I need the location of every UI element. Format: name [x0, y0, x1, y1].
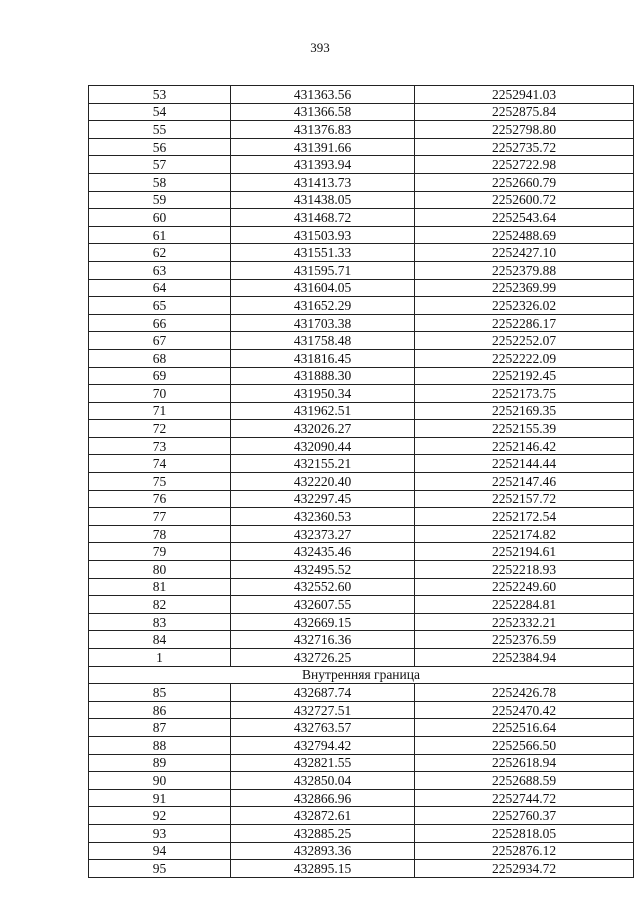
y-coordinate-cell: 2252174.82	[415, 525, 634, 543]
table-row	[89, 349, 634, 367]
table-row	[89, 824, 634, 842]
table-row	[89, 649, 634, 667]
table-row	[89, 754, 634, 772]
table-row	[89, 156, 634, 174]
point-number-cell: 64	[89, 279, 231, 297]
x-coordinate-cell: 431503.93	[231, 226, 415, 244]
point-number-cell: 59	[89, 191, 231, 209]
point-number-cell: 66	[89, 314, 231, 332]
y-coordinate-cell: 2252744.72	[415, 789, 634, 807]
table-row	[89, 842, 634, 860]
x-coordinate-cell: 432360.53	[231, 508, 415, 526]
x-coordinate-cell: 431438.05	[231, 191, 415, 209]
table-row	[89, 613, 634, 631]
point-number-cell: 78	[89, 525, 231, 543]
y-coordinate-cell: 2252798.80	[415, 121, 634, 139]
table-row	[89, 525, 634, 543]
x-coordinate-cell: 431816.45	[231, 349, 415, 367]
point-number-cell: 87	[89, 719, 231, 737]
table-row	[89, 297, 634, 315]
table-row	[89, 631, 634, 649]
page-number: 393	[310, 40, 330, 55]
y-coordinate-cell: 2252735.72	[415, 138, 634, 156]
table-row	[89, 561, 634, 579]
x-coordinate-cell: 432373.27	[231, 525, 415, 543]
x-coordinate-cell: 432607.55	[231, 596, 415, 614]
table-row	[89, 314, 634, 332]
x-coordinate-cell: 431393.94	[231, 156, 415, 174]
x-coordinate-cell: 432495.52	[231, 561, 415, 579]
y-coordinate-cell: 2252173.75	[415, 385, 634, 403]
table-row	[89, 684, 634, 702]
y-coordinate-cell: 2252876.12	[415, 842, 634, 860]
y-coordinate-cell: 2252286.17	[415, 314, 634, 332]
x-coordinate-cell: 432669.15	[231, 613, 415, 631]
point-number-cell: 57	[89, 156, 231, 174]
y-coordinate-cell: 2252760.37	[415, 807, 634, 825]
y-coordinate-cell: 2252818.05	[415, 824, 634, 842]
x-coordinate-cell: 431962.51	[231, 402, 415, 420]
table-row	[89, 191, 634, 209]
point-number-cell: 1	[89, 649, 231, 667]
y-coordinate-cell: 2252222.09	[415, 349, 634, 367]
x-coordinate-cell: 432727.51	[231, 701, 415, 719]
point-number-cell: 94	[89, 842, 231, 860]
table-row	[89, 226, 634, 244]
y-coordinate-cell: 2252722.98	[415, 156, 634, 174]
y-coordinate-cell: 2252941.03	[415, 86, 634, 104]
point-number-cell: 69	[89, 367, 231, 385]
point-number-cell: 58	[89, 173, 231, 191]
x-coordinate-cell: 431652.29	[231, 297, 415, 315]
table-row	[89, 209, 634, 227]
x-coordinate-cell: 432872.61	[231, 807, 415, 825]
point-number-cell: 85	[89, 684, 231, 702]
x-coordinate-cell: 432821.55	[231, 754, 415, 772]
point-number-cell: 75	[89, 473, 231, 491]
table-row	[89, 385, 634, 403]
table-row	[89, 701, 634, 719]
x-coordinate-cell: 431950.34	[231, 385, 415, 403]
y-coordinate-cell: 2252934.72	[415, 860, 634, 878]
table-row	[89, 596, 634, 614]
x-coordinate-cell: 431595.71	[231, 261, 415, 279]
point-number-cell: 67	[89, 332, 231, 350]
y-coordinate-cell: 2252379.88	[415, 261, 634, 279]
point-number-cell: 80	[89, 561, 231, 579]
y-coordinate-cell: 2252326.02	[415, 297, 634, 315]
point-number-cell: 89	[89, 754, 231, 772]
point-number-cell: 92	[89, 807, 231, 825]
table-row	[89, 508, 634, 526]
y-coordinate-cell: 2252427.10	[415, 244, 634, 262]
y-coordinate-cell: 2252516.64	[415, 719, 634, 737]
point-number-cell: 55	[89, 121, 231, 139]
point-number-cell: 54	[89, 103, 231, 121]
x-coordinate-cell: 431363.56	[231, 86, 415, 104]
x-coordinate-cell: 432794.42	[231, 736, 415, 754]
x-coordinate-cell: 431604.05	[231, 279, 415, 297]
table-row	[89, 490, 634, 508]
x-coordinate-cell: 432716.36	[231, 631, 415, 649]
x-coordinate-cell: 432726.25	[231, 649, 415, 667]
y-coordinate-cell: 2252566.50	[415, 736, 634, 754]
table-row	[89, 367, 634, 385]
point-number-cell: 88	[89, 736, 231, 754]
section-label: Внутренняя граница	[89, 666, 634, 684]
y-coordinate-cell: 2252284.81	[415, 596, 634, 614]
table-row	[89, 420, 634, 438]
x-coordinate-cell: 431468.72	[231, 209, 415, 227]
table-row	[89, 244, 634, 262]
point-number-cell: 79	[89, 543, 231, 561]
point-number-cell: 62	[89, 244, 231, 262]
y-coordinate-cell: 2252875.84	[415, 103, 634, 121]
point-number-cell: 72	[89, 420, 231, 438]
point-number-cell: 53	[89, 86, 231, 104]
point-number-cell: 86	[89, 701, 231, 719]
y-coordinate-cell: 2252249.60	[415, 578, 634, 596]
y-coordinate-cell: 2252688.59	[415, 772, 634, 790]
x-coordinate-cell: 432435.46	[231, 543, 415, 561]
x-coordinate-cell: 432850.04	[231, 772, 415, 790]
y-coordinate-cell: 2252369.99	[415, 279, 634, 297]
table-row	[89, 772, 634, 790]
x-coordinate-cell: 431888.30	[231, 367, 415, 385]
table-row	[89, 860, 634, 878]
x-coordinate-cell: 431703.38	[231, 314, 415, 332]
x-coordinate-cell: 432026.27	[231, 420, 415, 438]
x-coordinate-cell: 432297.45	[231, 490, 415, 508]
point-number-cell: 60	[89, 209, 231, 227]
table-row	[89, 332, 634, 350]
table-row	[89, 402, 634, 420]
table-row	[89, 807, 634, 825]
y-coordinate-cell: 2252470.42	[415, 701, 634, 719]
table-row	[89, 578, 634, 596]
table-row	[89, 121, 634, 139]
point-number-cell: 81	[89, 578, 231, 596]
y-coordinate-cell: 2252618.94	[415, 754, 634, 772]
table-row	[89, 103, 634, 121]
y-coordinate-cell: 2252543.64	[415, 209, 634, 227]
x-coordinate-cell: 431758.48	[231, 332, 415, 350]
section-row	[89, 666, 634, 684]
y-coordinate-cell: 2252155.39	[415, 420, 634, 438]
y-coordinate-cell: 2252147.46	[415, 473, 634, 491]
point-number-cell: 77	[89, 508, 231, 526]
point-number-cell: 68	[89, 349, 231, 367]
y-coordinate-cell: 2252172.54	[415, 508, 634, 526]
point-number-cell: 71	[89, 402, 231, 420]
x-coordinate-cell: 432687.74	[231, 684, 415, 702]
coordinates-table	[88, 85, 634, 878]
table-row	[89, 455, 634, 473]
x-coordinate-cell: 431391.66	[231, 138, 415, 156]
y-coordinate-cell: 2252332.21	[415, 613, 634, 631]
y-coordinate-cell: 2252169.35	[415, 402, 634, 420]
point-number-cell: 93	[89, 824, 231, 842]
y-coordinate-cell: 2252192.45	[415, 367, 634, 385]
x-coordinate-cell: 432090.44	[231, 437, 415, 455]
table-row	[89, 138, 634, 156]
point-number-cell: 56	[89, 138, 231, 156]
y-coordinate-cell: 2252488.69	[415, 226, 634, 244]
point-number-cell: 73	[89, 437, 231, 455]
table-row	[89, 719, 634, 737]
point-number-cell: 83	[89, 613, 231, 631]
point-number-cell: 61	[89, 226, 231, 244]
table-row	[89, 473, 634, 491]
y-coordinate-cell: 2252252.07	[415, 332, 634, 350]
y-coordinate-cell: 2252376.59	[415, 631, 634, 649]
table-row	[89, 736, 634, 754]
y-coordinate-cell: 2252384.94	[415, 649, 634, 667]
x-coordinate-cell: 431551.33	[231, 244, 415, 262]
x-coordinate-cell: 432885.25	[231, 824, 415, 842]
table-row	[89, 437, 634, 455]
table-row	[89, 261, 634, 279]
x-coordinate-cell: 432763.57	[231, 719, 415, 737]
table-row	[89, 279, 634, 297]
point-number-cell: 90	[89, 772, 231, 790]
y-coordinate-cell: 2252660.79	[415, 173, 634, 191]
point-number-cell: 76	[89, 490, 231, 508]
y-coordinate-cell: 2252146.42	[415, 437, 634, 455]
y-coordinate-cell: 2252600.72	[415, 191, 634, 209]
x-coordinate-cell: 432866.96	[231, 789, 415, 807]
table-row	[89, 543, 634, 561]
point-number-cell: 74	[89, 455, 231, 473]
x-coordinate-cell: 432893.36	[231, 842, 415, 860]
x-coordinate-cell: 432552.60	[231, 578, 415, 596]
y-coordinate-cell: 2252144.44	[415, 455, 634, 473]
x-coordinate-cell: 432155.21	[231, 455, 415, 473]
point-number-cell: 70	[89, 385, 231, 403]
x-coordinate-cell: 431366.58	[231, 103, 415, 121]
y-coordinate-cell: 2252426.78	[415, 684, 634, 702]
x-coordinate-cell: 431413.73	[231, 173, 415, 191]
table-row	[89, 789, 634, 807]
coordinates-table-body	[89, 86, 634, 878]
point-number-cell: 65	[89, 297, 231, 315]
point-number-cell: 63	[89, 261, 231, 279]
table-row	[89, 86, 634, 104]
point-number-cell: 82	[89, 596, 231, 614]
y-coordinate-cell: 2252194.61	[415, 543, 634, 561]
x-coordinate-cell: 432220.40	[231, 473, 415, 491]
y-coordinate-cell: 2252157.72	[415, 490, 634, 508]
x-coordinate-cell: 432895.15	[231, 860, 415, 878]
table-row	[89, 173, 634, 191]
point-number-cell: 95	[89, 860, 231, 878]
y-coordinate-cell: 2252218.93	[415, 561, 634, 579]
point-number-cell: 84	[89, 631, 231, 649]
point-number-cell: 91	[89, 789, 231, 807]
x-coordinate-cell: 431376.83	[231, 121, 415, 139]
